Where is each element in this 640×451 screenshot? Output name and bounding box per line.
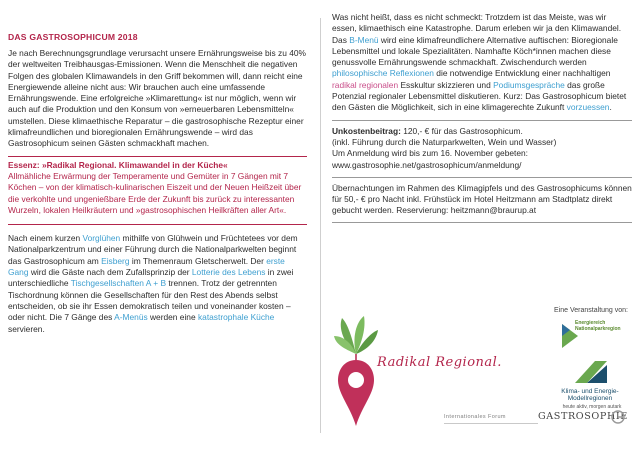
link-radikal-regional[interactable]: radikal regionalen [332, 79, 399, 90]
left-column [8, 32, 307, 335]
text-run: die notwendige Entwicklung einer nachhaltigen [433, 68, 611, 79]
link-lotterie[interactable]: Lotterie des Lebens [191, 267, 266, 278]
text-run: trennen. Trotz der getrennten Tischordnung können die Gesellschaften für den Rest des Abends selbst entscheiden, ob sie ihr Essen demokratisch teilen und voneinander kosten – oder nicht. Die 7 Gänge des [8, 278, 291, 323]
link-vorgluehen[interactable]: Vorglühen [82, 233, 121, 244]
link-b-menue[interactable]: B-Menü [349, 34, 379, 45]
forum-underline [444, 423, 538, 424]
column-divider [320, 18, 321, 433]
text-run: Esskultur skizzieren und [398, 79, 494, 90]
cost-label: Unkostenbeitrag: [332, 125, 401, 136]
right-column [332, 12, 632, 228]
np-line2: Nationalparkregion [575, 326, 621, 332]
essenz-divider-top [8, 156, 307, 157]
beet-illustration-icon [334, 314, 379, 429]
cost-details: (inkl. Führung durch die Naturparkwelten, Wein und Wasser) [332, 136, 557, 147]
stay-divider [332, 177, 632, 178]
text-run: das große Potenzial regionaler Lebensmittel diskutieren. Kurz: Das Gastrosophicum bietet den Gästen die Möglichkeit, sich in eine klimagerechte Zukunft [332, 79, 627, 113]
link-reflexionen[interactable]: philosophische Reflexionen [332, 68, 434, 79]
registration-deadline: Um Anmeldung wird bis zum 16. November gebeten: [332, 148, 528, 159]
essenz-heading: Essenz: »Radikal Regional. Klimawandel in der Küche« [8, 159, 228, 170]
text-run: mithilfe von Glühwein und Früchtetees vor dem Nationalparkzentrum und einer Führung durch die Nationalparkwelten beginnt das Gastrosophicum am [8, 233, 298, 266]
registration-link[interactable]: www.gastrosophie.net/gastrosophicum/anmeldung/ [332, 159, 522, 170]
np-line1: Energiereich [575, 320, 606, 326]
forum-label: Internationales Forum [444, 414, 506, 420]
section-title: DAS GASTROSOPHICUM 2018 [8, 32, 138, 42]
menu-paragraph [332, 12, 632, 114]
stay-paragraph: Übernachtungen im Rahmen des Klimagipfels und des Gastrosophicums können für 50,- € pro Nacht inkl. Frühstück im Hotel Heitzmann am Stadtplatz direkt gebucht werden. Reservierung: heitzmann@braurup.at [332, 182, 632, 216]
text-run: . [609, 102, 612, 113]
text-run: im Themenraum Gletscherwelt. Der [129, 255, 267, 266]
cost-divider [332, 120, 632, 121]
modellregionen-logo-icon [575, 361, 607, 383]
logo-area [332, 300, 632, 440]
modellregionen-logo-text [552, 388, 628, 402]
kmr-line1: Klima- und Energie- [561, 388, 619, 395]
essenz-text: Allmähliche Erwärmung der Temperamente und Gemüter in 7 Gängen mit 7 Köchen – von der klimatisch-kulinarischen Eiszeit und der Neuen Heißzeit über die verkohlte und ungenießbare Erde der Zukunft bis zurück zu interessanten Wurzeln, lokalen Heilkräutern und »gastrosophischen Heilkräften aller Art«. [8, 170, 302, 215]
intro-paragraph: Je nach Berechnungsgrundlage verursacht unsere Ernährungsweise bis zu 40% der weltweiten Treibhausgas-Emissionen. Wenn die Menschheit die negativen Folgen des globalen Klimawandels in den Griff bekommen will, dann reicht eine Energiewende alleine nicht aus: Wir brauchen auch eine umfassende Ernährungswende. Eine erfolgreiche »Klimarettung« ist nur möglich, wenn wir auch auf die Produktion und den Konsum von »erneuerbaren Lebensmitteln« umstellen. Diese klimaethische Reparatur – die gastrosophische Rezeptur einer klimafreundlichen und bioregionalen Ernährungswende – wird das Gastrosophicum seinen Gästen schmackhaft machen. [8, 48, 306, 149]
nationalpark-logo-text [575, 320, 635, 332]
kmr-line2: Modellregionen [567, 395, 613, 402]
text-run: wird die Gäste nach dem Zufallsprinzip der [28, 267, 192, 278]
cost-paragraph [332, 126, 632, 137]
text-run: wird eine klimafreundlichere Alternative auftischen: Bioregionale Lebensmittel und lokale Spezialitäten. Namhafte Köch*innen machen diese genussvolle Ernährungswende schmackhaft. Zwischendurch werden [332, 34, 618, 68]
program-paragraph [8, 233, 307, 335]
organizer-label: Eine Veranstaltung von: [554, 307, 628, 314]
radikal-regional-logo: Radikal Regional. [377, 355, 502, 370]
gastrosophie-logo: GASTROSOPHIE [538, 411, 628, 422]
text-run: Nach einem kurzen [8, 233, 83, 244]
cost-value: 120,- € für das Gastrosophicum. [400, 125, 523, 136]
text-run: servieren. [8, 323, 45, 334]
link-eisberg[interactable]: Eisberg [101, 255, 130, 266]
text-run: werden eine [147, 312, 198, 323]
link-erster-gang[interactable]: erste Gang [8, 255, 285, 278]
logos-divider [332, 222, 632, 223]
text-run: in zwei unterschiedliche [8, 267, 294, 289]
text-run: Was nicht heißt, dass es nicht schmeckt: Trotzdem ist das Meiste, was wir essen, klimaethisch eine Katastrophe. Darum erleben wir ja den Klimawandel. Das [332, 12, 622, 45]
essenz-divider-bottom [8, 224, 307, 225]
link-katastrophale-kueche[interactable]: katastrophale Küche [197, 312, 275, 323]
link-podiumsgespraeche[interactable]: Podiumsgespräche [493, 79, 565, 90]
link-vorzuessen[interactable]: vorzuessen [566, 102, 610, 113]
gastrosophie-g-icon [611, 410, 625, 424]
link-tischgesellschaften[interactable]: Tischgesellschaften A + B [70, 278, 167, 289]
modellregionen-tagline: heute aktiv, morgen autark [562, 404, 622, 410]
link-a-menue[interactable]: A-Menüs [114, 312, 148, 323]
